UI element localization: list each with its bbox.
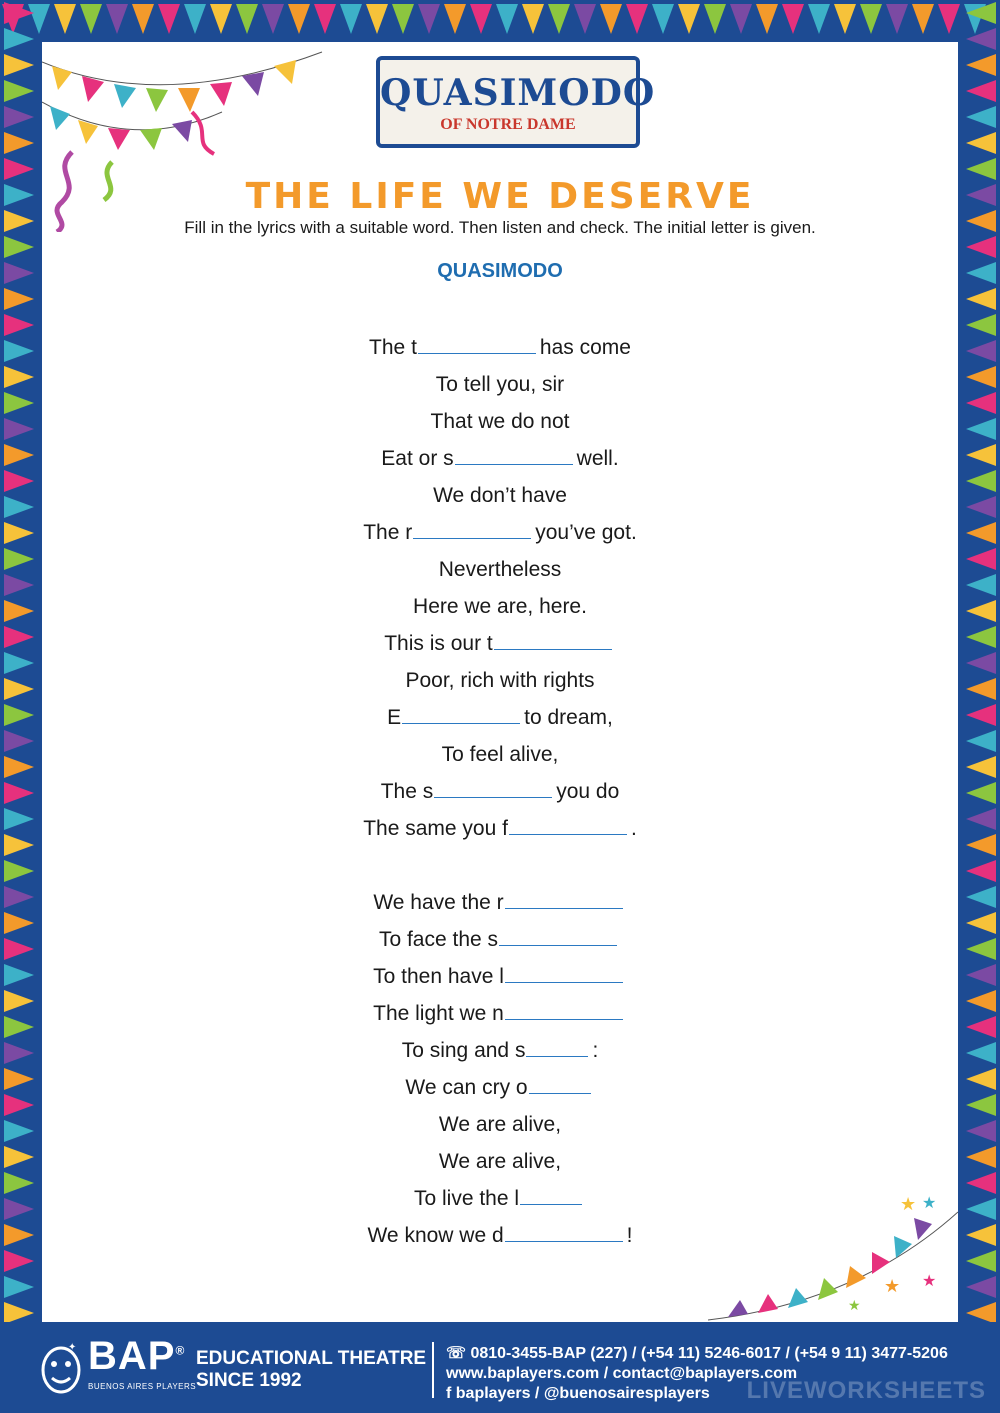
fill-in-blank[interactable] <box>402 705 520 724</box>
bunting-flag <box>4 912 34 934</box>
bunting-flag <box>966 496 996 518</box>
fill-in-blank[interactable] <box>505 1223 623 1242</box>
bunting-flag <box>966 184 996 206</box>
bunting-flag <box>4 470 34 492</box>
lyric-text: To face the s <box>378 928 499 951</box>
lyric-line <box>42 1069 958 1106</box>
bunting-flag <box>4 1042 34 1064</box>
instructions: Fill in the lyrics with a suitable word. Then listen and check. The initial letter is given. <box>184 218 816 237</box>
lyric-text: We can cry o <box>405 1076 528 1099</box>
bunting-flag <box>966 730 996 752</box>
lyric-text: has come <box>539 336 631 359</box>
bunting-flag <box>158 4 180 34</box>
bunting-flag <box>4 106 34 128</box>
tagline-line-1: EDUCATIONAL THEATRE <box>196 1348 427 1369</box>
right-bunting <box>960 0 1000 1413</box>
bunting-flag <box>522 4 544 34</box>
bunting-flag <box>4 574 34 596</box>
bunting-flag <box>4 54 34 76</box>
bunting-flag <box>392 4 414 34</box>
lyric-line <box>42 625 958 662</box>
bunting-flag <box>966 990 996 1012</box>
bunting-flag <box>4 2 34 24</box>
bunting-flag <box>54 4 76 34</box>
lyric-text: The t <box>369 336 417 359</box>
bunting-flag <box>4 236 34 258</box>
svg-text:✦: ✦ <box>68 1342 77 1353</box>
svg-text:★: ★ <box>848 1297 861 1313</box>
bunting-flag <box>966 418 996 440</box>
bunting-flag <box>4 1146 34 1168</box>
bunting-flag <box>808 4 830 34</box>
lyric-text: The light we n <box>373 1002 504 1025</box>
bunting-flag <box>966 158 996 180</box>
lyric-text: Poor, rich with rights <box>405 669 595 692</box>
bunting-flag <box>4 1276 34 1298</box>
bunting-flag <box>470 4 492 34</box>
bunting-flag <box>966 1016 996 1038</box>
fill-in-blank[interactable] <box>520 1186 582 1205</box>
quasimodo-logo <box>376 56 656 148</box>
bunting-flag <box>4 184 34 206</box>
bunting-flag <box>4 392 34 414</box>
footer-divider <box>432 1342 434 1398</box>
lyric-text: Here we are, here. <box>413 595 587 618</box>
brand-full: BUENOS AIRES PLAYERS <box>88 1382 197 1391</box>
bunting-flag <box>730 4 752 34</box>
bunting-flag <box>966 1120 996 1142</box>
bunting-flag <box>626 4 648 34</box>
lyric-line <box>42 514 958 551</box>
bunting-flag <box>966 574 996 596</box>
bunting-flag <box>834 4 856 34</box>
bunting-flag <box>966 652 996 674</box>
bunting-flag <box>966 1250 996 1272</box>
bunting-flag <box>4 314 34 336</box>
bunting-flag <box>966 678 996 700</box>
bunting-flag <box>4 886 34 908</box>
bunting-flag <box>966 834 996 856</box>
bunting-flag <box>4 652 34 674</box>
lyric-line <box>42 1106 958 1143</box>
lyric-text: . <box>630 817 637 840</box>
bunting-flag <box>782 4 804 34</box>
lyric-text: E <box>387 706 402 729</box>
bunting-flag <box>966 886 996 908</box>
lyric-text: We are alive, <box>438 1113 562 1136</box>
lyric-line <box>42 736 958 773</box>
lyric-line <box>42 884 958 921</box>
footer <box>0 1322 1000 1413</box>
lyric-text: you do <box>556 780 620 803</box>
bunting-flag <box>210 4 232 34</box>
bunting-flag <box>340 4 362 34</box>
bunting-flag <box>4 262 34 284</box>
phone-icon: ☏ <box>446 1345 471 1362</box>
bunting-flag <box>236 4 258 34</box>
bunting-flag <box>966 54 996 76</box>
bunting-flag <box>966 1172 996 1194</box>
left-bunting <box>0 0 40 1413</box>
bunting-flag <box>4 366 34 388</box>
fill-in-blank[interactable] <box>413 520 531 539</box>
bunting-flag <box>966 1302 996 1324</box>
lyric-line <box>42 810 958 847</box>
bunting-flag <box>966 938 996 960</box>
lyric-text: We know we d <box>367 1224 504 1247</box>
bunting-flag <box>4 730 34 752</box>
bunting-flag <box>966 288 996 310</box>
bunting-flag <box>966 106 996 128</box>
bunting-flag <box>4 418 34 440</box>
bunting-flag <box>860 4 882 34</box>
lyric-line <box>42 551 958 588</box>
bunting-flag <box>966 912 996 934</box>
fill-in-blank[interactable] <box>455 446 573 465</box>
lyric-text: The r <box>363 521 413 544</box>
top-bunting <box>0 0 1000 40</box>
bunting-flag <box>4 288 34 310</box>
svg-text:★: ★ <box>884 1276 901 1296</box>
lyric-text: To tell you, sir <box>435 373 565 396</box>
bunting-flag <box>966 236 996 258</box>
bunting-flag <box>4 860 34 882</box>
bunting-flag <box>4 158 34 180</box>
lyric-line <box>42 995 958 1032</box>
lyric-line <box>42 588 958 625</box>
bunting-flag <box>4 28 34 50</box>
bunting-flag <box>4 1120 34 1142</box>
bunting-flag <box>966 756 996 778</box>
bunting-flag <box>4 80 34 102</box>
bunting-flag <box>966 210 996 232</box>
svg-text:★: ★ <box>900 1194 917 1214</box>
bunting-flag <box>4 1094 34 1116</box>
lyric-text: To sing and s <box>401 1039 526 1062</box>
bunting-flag <box>80 4 102 34</box>
watermark: LIVEWORKSHEETS <box>746 1377 986 1404</box>
lyric-text: you’ve got. <box>535 521 637 544</box>
bunting-flag <box>4 444 34 466</box>
bunting-flag <box>966 548 996 570</box>
garland-stars-icon <box>708 1182 958 1322</box>
bunting-flag <box>4 522 34 544</box>
bunting-flag <box>704 4 726 34</box>
bunting-flag <box>966 80 996 102</box>
bunting-flag <box>966 132 996 154</box>
lyrics <box>42 329 958 1254</box>
fill-in-blank[interactable] <box>505 890 623 909</box>
lyric-text: That we do not <box>430 410 570 433</box>
bunting-flag <box>966 964 996 986</box>
lyric-text: : <box>592 1039 599 1062</box>
bunting-flag <box>966 392 996 414</box>
bunting-flag <box>966 1068 996 1090</box>
bunting-flag <box>966 626 996 648</box>
fill-in-blank[interactable] <box>494 631 612 650</box>
bunting-flag <box>4 548 34 570</box>
bunting-flag <box>966 340 996 362</box>
brand-name <box>88 1334 185 1379</box>
bunting-flag <box>496 4 518 34</box>
bunting-flag <box>314 4 336 34</box>
tagline <box>196 1348 426 1392</box>
lyric-line <box>42 958 958 995</box>
bunting-flag <box>4 132 34 154</box>
lyric-line <box>42 1032 958 1069</box>
lyric-line <box>42 773 958 810</box>
bunting-flag <box>288 4 310 34</box>
fill-in-blank[interactable] <box>434 779 552 798</box>
bunting-flag <box>4 704 34 726</box>
lyric-text: Nevertheless <box>438 558 562 581</box>
bunting-flag <box>4 782 34 804</box>
bunting-flag <box>184 4 206 34</box>
bunting-flag <box>966 470 996 492</box>
bunting-flag <box>366 4 388 34</box>
bunting-flag <box>756 4 778 34</box>
bunting-flag <box>4 678 34 700</box>
brand-registered: ® <box>175 1343 186 1358</box>
verse-1 <box>42 329 958 847</box>
fill-in-blank[interactable] <box>505 1001 623 1020</box>
phone-text: 0810-3455-BAP (227) / (+54 11) 5246-6017 / (+54 9 11) 3477-5206 <box>470 1345 948 1362</box>
bunting-flag <box>966 444 996 466</box>
bunting-flag <box>4 210 34 232</box>
bap-theatre-mask-icon <box>38 1340 84 1396</box>
bunting-flag <box>966 2 996 24</box>
bunting-flag <box>132 4 154 34</box>
worksheet-page <box>42 42 958 1322</box>
phone-line <box>446 1344 948 1364</box>
lyric-line <box>42 477 958 514</box>
bunting-flag <box>4 340 34 362</box>
bunting-flag <box>574 4 596 34</box>
lyric-line <box>42 699 958 736</box>
bunting-flag <box>966 1094 996 1116</box>
fill-in-blank[interactable] <box>418 335 536 354</box>
bunting-flag <box>966 600 996 622</box>
logo-title: QUASIMODO <box>380 72 656 114</box>
bunting-flag <box>966 860 996 882</box>
bunting-flag <box>548 4 570 34</box>
bunting-flag <box>4 1224 34 1246</box>
bunting-flag <box>4 1068 34 1090</box>
bunting-flag <box>966 314 996 336</box>
bunting-flag <box>4 964 34 986</box>
logo-subtitle: OF NOTRE DAME <box>440 116 576 133</box>
bunting-flag <box>886 4 908 34</box>
bunting-flag <box>966 366 996 388</box>
bunting-flag <box>4 938 34 960</box>
bunting-flag <box>4 756 34 778</box>
bunting-flag <box>4 1302 34 1324</box>
bunting-flag <box>4 600 34 622</box>
lyric-text: To live the l <box>413 1187 520 1210</box>
lyric-line <box>42 1143 958 1180</box>
bunting-flag <box>4 496 34 518</box>
bunting-flag <box>652 4 674 34</box>
lyric-text: We have the r <box>373 891 504 914</box>
bunting-flag <box>966 262 996 284</box>
lyric-text: to dream, <box>524 706 613 729</box>
bunting-flag <box>4 1250 34 1272</box>
page-title: THE LIFE WE DESERVE <box>245 176 755 217</box>
lyric-text: We are alive, <box>438 1150 562 1173</box>
bunting-flag <box>966 1146 996 1168</box>
bunting-flag <box>966 704 996 726</box>
bunting-flag <box>106 4 128 34</box>
bunting-flag <box>600 4 622 34</box>
bunting-flag <box>966 782 996 804</box>
fill-in-blank[interactable] <box>499 927 617 946</box>
bunting-flag <box>4 1198 34 1220</box>
bunting-flag <box>4 990 34 1012</box>
bunting-flag <box>966 1198 996 1220</box>
bunting-flag <box>912 4 934 34</box>
svg-text:★: ★ <box>922 1195 937 1212</box>
bunting-flag <box>4 626 34 648</box>
lyric-text: well. <box>576 447 619 470</box>
bunting-flag <box>418 4 440 34</box>
lyric-text: We don’t have <box>433 484 567 507</box>
lyric-text: To then have l <box>373 965 504 988</box>
bunting-flag <box>444 4 466 34</box>
tagline-line-2: SINCE 1992 <box>196 1370 302 1391</box>
lyric-line <box>42 921 958 958</box>
lyric-text: The s <box>380 780 434 803</box>
lyric-line <box>42 440 958 477</box>
bunting-flag <box>4 1016 34 1038</box>
brand-text: BAP <box>88 1334 176 1378</box>
lyric-line <box>42 662 958 699</box>
svg-text:★: ★ <box>922 1273 937 1290</box>
lyric-text: The same you f <box>363 817 508 840</box>
bunting-flag <box>966 808 996 830</box>
lyric-text: Eat or s <box>381 447 454 470</box>
bunting-flag <box>966 1042 996 1064</box>
bunting-flag <box>966 1224 996 1246</box>
bunting-flag <box>966 28 996 50</box>
social-line: f baplayers / @buenosairesplayers <box>446 1385 710 1402</box>
lyric-line <box>42 366 958 403</box>
bunting-flag <box>966 1276 996 1298</box>
lyric-text: ! <box>626 1224 633 1247</box>
bunting-flag <box>4 1172 34 1194</box>
fill-in-blank[interactable] <box>505 964 623 983</box>
speaker-heading: QUASIMODO <box>437 260 563 282</box>
verse-gap <box>42 847 958 884</box>
lyric-text: To feel alive, <box>441 743 559 766</box>
bunting-flag <box>938 4 960 34</box>
bunting-flag <box>4 834 34 856</box>
bunting-flag <box>678 4 700 34</box>
fill-in-blank[interactable] <box>529 1075 591 1094</box>
fill-in-blank[interactable] <box>526 1038 588 1057</box>
lyric-line <box>42 403 958 440</box>
bunting-flag <box>262 4 284 34</box>
web-link[interactable]: www.baplayers.com / contact@baplayers.com <box>446 1365 798 1382</box>
lyric-text: This is our t <box>384 632 493 655</box>
bunting-flag <box>4 808 34 830</box>
bunting-flag <box>966 522 996 544</box>
fill-in-blank[interactable] <box>509 816 627 835</box>
lyric-line <box>42 329 958 366</box>
